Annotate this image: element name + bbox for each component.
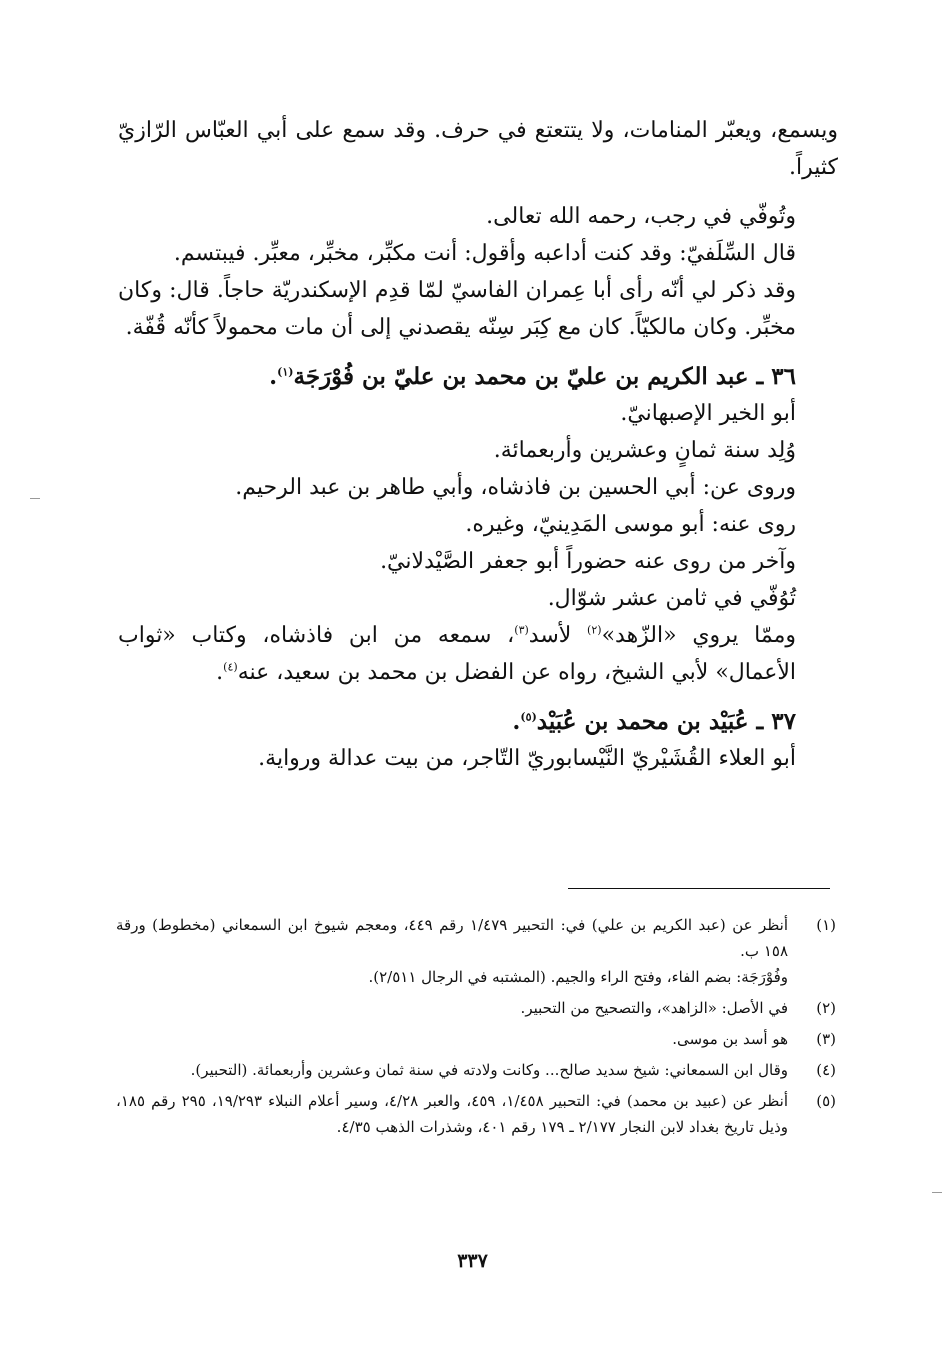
entry-36-line-4: روى عنه: أبو موسى المَدِينيّ، وغيره. bbox=[465, 512, 796, 537]
entry-36-paragraph bbox=[118, 617, 838, 691]
footnote-number: (٥) bbox=[816, 1092, 836, 1110]
entry-36-line-1: أبو الخير الإصبهانيّ. bbox=[620, 401, 796, 426]
footnote-number: (٤) bbox=[816, 1061, 836, 1079]
footnote-4 bbox=[116, 1057, 840, 1083]
scan-margin-mark bbox=[30, 498, 40, 499]
entry-36-para-part-d: . bbox=[216, 660, 224, 685]
entry-36-heading bbox=[118, 358, 838, 395]
paragraph-4: وقد ذكر لي أنّه رأى أبا عِمران الفاسيّ لمّا قدِم الإسكندريّة حاجاً. قال: وكان مخبِّر. وكان مالكيّاً. كان مع كِبَر سِنّه يقصدني إلى أن مات محمولاً كأنّه قُفّة. bbox=[118, 278, 796, 340]
entry-36-title: ٣٦ ـ عبد الكريم بن عليّ بن محمد بن عليّ بن فُوْرَجَة bbox=[293, 363, 796, 390]
paragraph-2: وتُوفّي في رجب، رحمه الله تعالى. bbox=[486, 204, 796, 229]
heading-period: . bbox=[512, 708, 521, 735]
entry-36-para-part-b: لأسد bbox=[528, 623, 588, 648]
footnote-2 bbox=[116, 995, 840, 1021]
footnote-text: أنظر عن (عبيد بن محمد) في: التحبير ١/٤٥٨، ٤٥٩، والعبر ٤/٢٨، وسير أعلام النبلاء ١٩/٢٩٣، ٢٩٥ رقم ١٨٥، وذيل تاريخ بغداد لابن النجار ٢/١٧٧ ـ ١٧٩ رقم ٤٠١، وشذرات الذهب ٤/٣٥. bbox=[116, 1092, 789, 1136]
footnote-5 bbox=[116, 1088, 840, 1140]
scan-margin-mark bbox=[932, 1192, 942, 1193]
footnote-separator bbox=[568, 888, 830, 889]
spacer bbox=[118, 346, 838, 358]
page-number: ٣٣٧ bbox=[457, 1250, 488, 1272]
entry-36-line-6: تُوُفّي في ثامن عشر شوّال. bbox=[547, 586, 796, 611]
footnote-text: وقال ابن السمعاني: شيخ سديد صالح... وكانت ولادته في سنة ثمان وعشرين وأربعمائة. (التحبير). bbox=[190, 1061, 788, 1079]
footnote-number: (٢) bbox=[816, 999, 836, 1017]
footnote-ref-3: (٣) bbox=[514, 623, 529, 637]
footnote-3 bbox=[116, 1026, 840, 1052]
footnote-number: (١) bbox=[816, 916, 836, 934]
paragraph-3: قال السِّلَفيّ: وقد كنت أداعبه وأقول: أنت مكبِّر، مخبِّر، معبِّر. فيبتسم. bbox=[173, 241, 796, 266]
footnote-ref-2: (٢) bbox=[587, 623, 602, 637]
entry-36-para-part-a: وممّا يروي «الزّهد» bbox=[601, 623, 796, 648]
footnote-1 bbox=[116, 912, 840, 990]
footnote-text: هو أسد بن موسى. bbox=[672, 1030, 788, 1048]
footnote-1-subtext: وفُوْرَجَة: بضم الفاء، وفتح الراء والجيم. (المشتبه في الرجال ٢/٥١١). bbox=[368, 968, 788, 986]
footnotes bbox=[116, 912, 840, 1145]
entry-36-line-2: وُلِد سنة ثمانٍ وعشرين وأربعمائة. bbox=[493, 438, 796, 463]
footnote-ref-5: (٥) bbox=[520, 710, 537, 724]
heading-period: . bbox=[269, 363, 278, 390]
paragraph-1: ويسمع، ويعبّر المنامات، ولا يتتعتع في حرف. وقد سمع على أبي العبّاس الرّازيّ كثيراً. bbox=[118, 118, 838, 180]
footnote-text bbox=[116, 912, 788, 990]
footnote-text: في الأصل: «الزاهد»، والتصحيح من التحبير. bbox=[520, 999, 788, 1017]
main-text bbox=[118, 112, 838, 777]
footnote-number: (٣) bbox=[816, 1030, 836, 1048]
entry-36-line-3: وروى عن: أبي الحسين بن فاذشاه، وأبي طاهر بن عبد الرحيم. bbox=[235, 475, 796, 500]
footnote-ref-1: (١) bbox=[277, 365, 294, 379]
entry-37-title: ٣٧ ـ عُبَيْد بن محمد بن عُبَيْد bbox=[536, 708, 796, 735]
footnote-1-text: أنظر عن (عبد الكريم بن علي) في: التحبير ١/٤٧٩ رقم ٤٤٩، ومعجم شيوخ ابن السمعاني (مخطوط) ورقة ١٥٨ ب. bbox=[116, 916, 788, 960]
entry-36-para-part-c: ، سمعه من ابن فاذشاه، وكتاب «ثواب الأعمال» لأبي الشيخ، رواه عن الفضل بن محمد بن سعيد، عنه bbox=[118, 623, 796, 685]
entry-36-line-5: وآخر من روى عنه حضوراً أبو جعفر الصَّيْدلانيّ. bbox=[380, 549, 796, 574]
spacer bbox=[118, 186, 838, 198]
entry-37-line-1: أبو العلاء القُشَيْريّ النَّيْسابوريّ التّاجر، من بيت عدالة ورواية. bbox=[258, 746, 796, 771]
footnote-ref-4: (٤) bbox=[223, 660, 238, 674]
spacer bbox=[118, 691, 838, 703]
entry-37-heading bbox=[118, 703, 838, 740]
